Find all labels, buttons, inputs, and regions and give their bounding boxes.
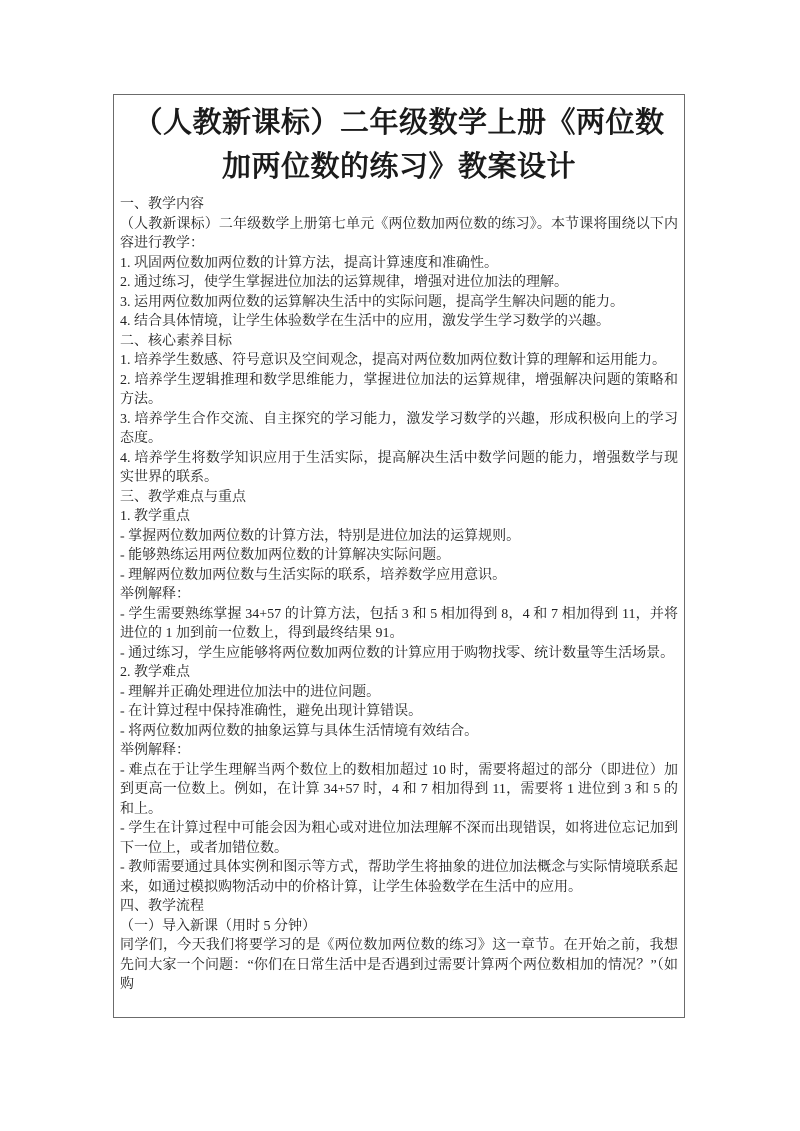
document-body — [120, 195, 678, 995]
paragraph: 4. 培养学生将数学知识应用于生活实际，提高解决生活中数学问题的能力，增强数学与现实世界的联系。 — [120, 450, 678, 485]
paragraph: - 教师需要通过具体实例和图示等方式，帮助学生将抽象的进位加法概念与实际情境联系起来，如通过模拟购物活动中的价格计算，让学生体验数学在生活中的应用。 — [120, 860, 678, 895]
paragraph: 二、核心素养目标 — [120, 333, 232, 349]
document-frame — [113, 94, 685, 1018]
paragraph: 4. 结合具体情境，让学生体验数学在生活中的应用，激发学生学习数学的兴趣。 — [120, 314, 610, 329]
paragraph: 三、教学难点与重点 — [120, 489, 246, 505]
paragraph: 2. 培养学生逻辑推理和数学思维能力，掌握进位加法的运算规律，增强解决问题的策略和方法。 — [120, 372, 678, 407]
paragraph: - 难点在于让学生理解当两个数位上的数相加超过 10 时，需要将超过的部分（即进位）加到更高一位数上。例如，在计算 34+57 时，4 和 7 相加得到 11，需要将 1 进位到 3 和 5 的和上。 — [120, 762, 678, 817]
paragraph: 一、教学内容 — [120, 197, 204, 212]
paragraph: 举例解释： — [120, 587, 190, 602]
paragraph: 2. 通过练习，使学生掌握进位加法的运算规律，增强对进位加法的理解。 — [120, 275, 568, 290]
paragraph: （人教新课标）二年级数学上册第七单元《两位数加两位数的练习》。本节课将围绕以下内容进行教学： — [120, 216, 678, 251]
paragraph: 3. 培养学生合作交流、自主探究的学习能力，激发学习数学的兴趣，形成积极向上的学习态度。 — [120, 411, 678, 446]
paragraph: - 能够熟练运用两位数加两位数的计算解决实际问题。 — [120, 548, 451, 563]
paragraph: （一）导入新课（用时 5 分钟） — [120, 918, 316, 934]
paragraph: 1. 巩固两位数加两位数的计算方法，提高计算速度和准确性。 — [120, 255, 498, 271]
paragraph: 同学们，今天我们将要学习的是《两位数加两位数的练习》这一章节。在开始之前，我想先问大家一个问题：“你们在日常生活中是否遇到过需要计算两个两位数相加的情况？”（如购 — [120, 938, 678, 992]
paragraph: 1. 培养学生数感、符号意识及空间观念，提高对两位数加两位数计算的理解和运用能力。 — [120, 353, 666, 368]
paragraph: 2. 教学难点 — [120, 665, 190, 680]
paragraph: 举例解释： — [120, 743, 190, 758]
paragraph: - 学生在计算过程中可能会因为粗心或对进位加法理解不深而出现错误，如将进位忘记加到下一位上，或者加错位数。 — [120, 821, 678, 856]
paragraph: - 通过练习，学生应能够将两位数加两位数的计算应用于购物找零、统计数量等生活场景。 — [120, 645, 675, 661]
paragraph: - 学生需要熟练掌握 34+57 的计算方法，包括 3 和 5 相加得到 8，4 和 7 相加得到 11，并将进位的 1 加到前一位数上，得到最终结果 91。 — [120, 606, 678, 641]
document-title: （人教新课标）二年级数学上册《两位数加两位数的练习》教案设计 — [133, 107, 665, 183]
paragraph: 四、教学流程 — [120, 899, 204, 914]
paragraph: - 在计算过程中保持准确性，避免出现计算错误。 — [120, 704, 423, 719]
paragraph: 1. 教学重点 — [120, 509, 190, 524]
paragraph: - 理解并正确处理进位加法中的进位问题。 — [120, 684, 381, 700]
paragraph: - 理解两位数加两位数与生活实际的联系，培养数学应用意识。 — [120, 567, 507, 583]
paragraph: - 将两位数加两位数的抽象运算与具体生活情境有效结合。 — [120, 723, 479, 739]
paragraph: - 掌握两位数加两位数的计算方法，特别是进位加法的运算规则。 — [120, 528, 521, 544]
paragraph: 3. 运用两位数加两位数的运算解决生活中的实际问题，提高学生解决问题的能力。 — [120, 294, 624, 310]
